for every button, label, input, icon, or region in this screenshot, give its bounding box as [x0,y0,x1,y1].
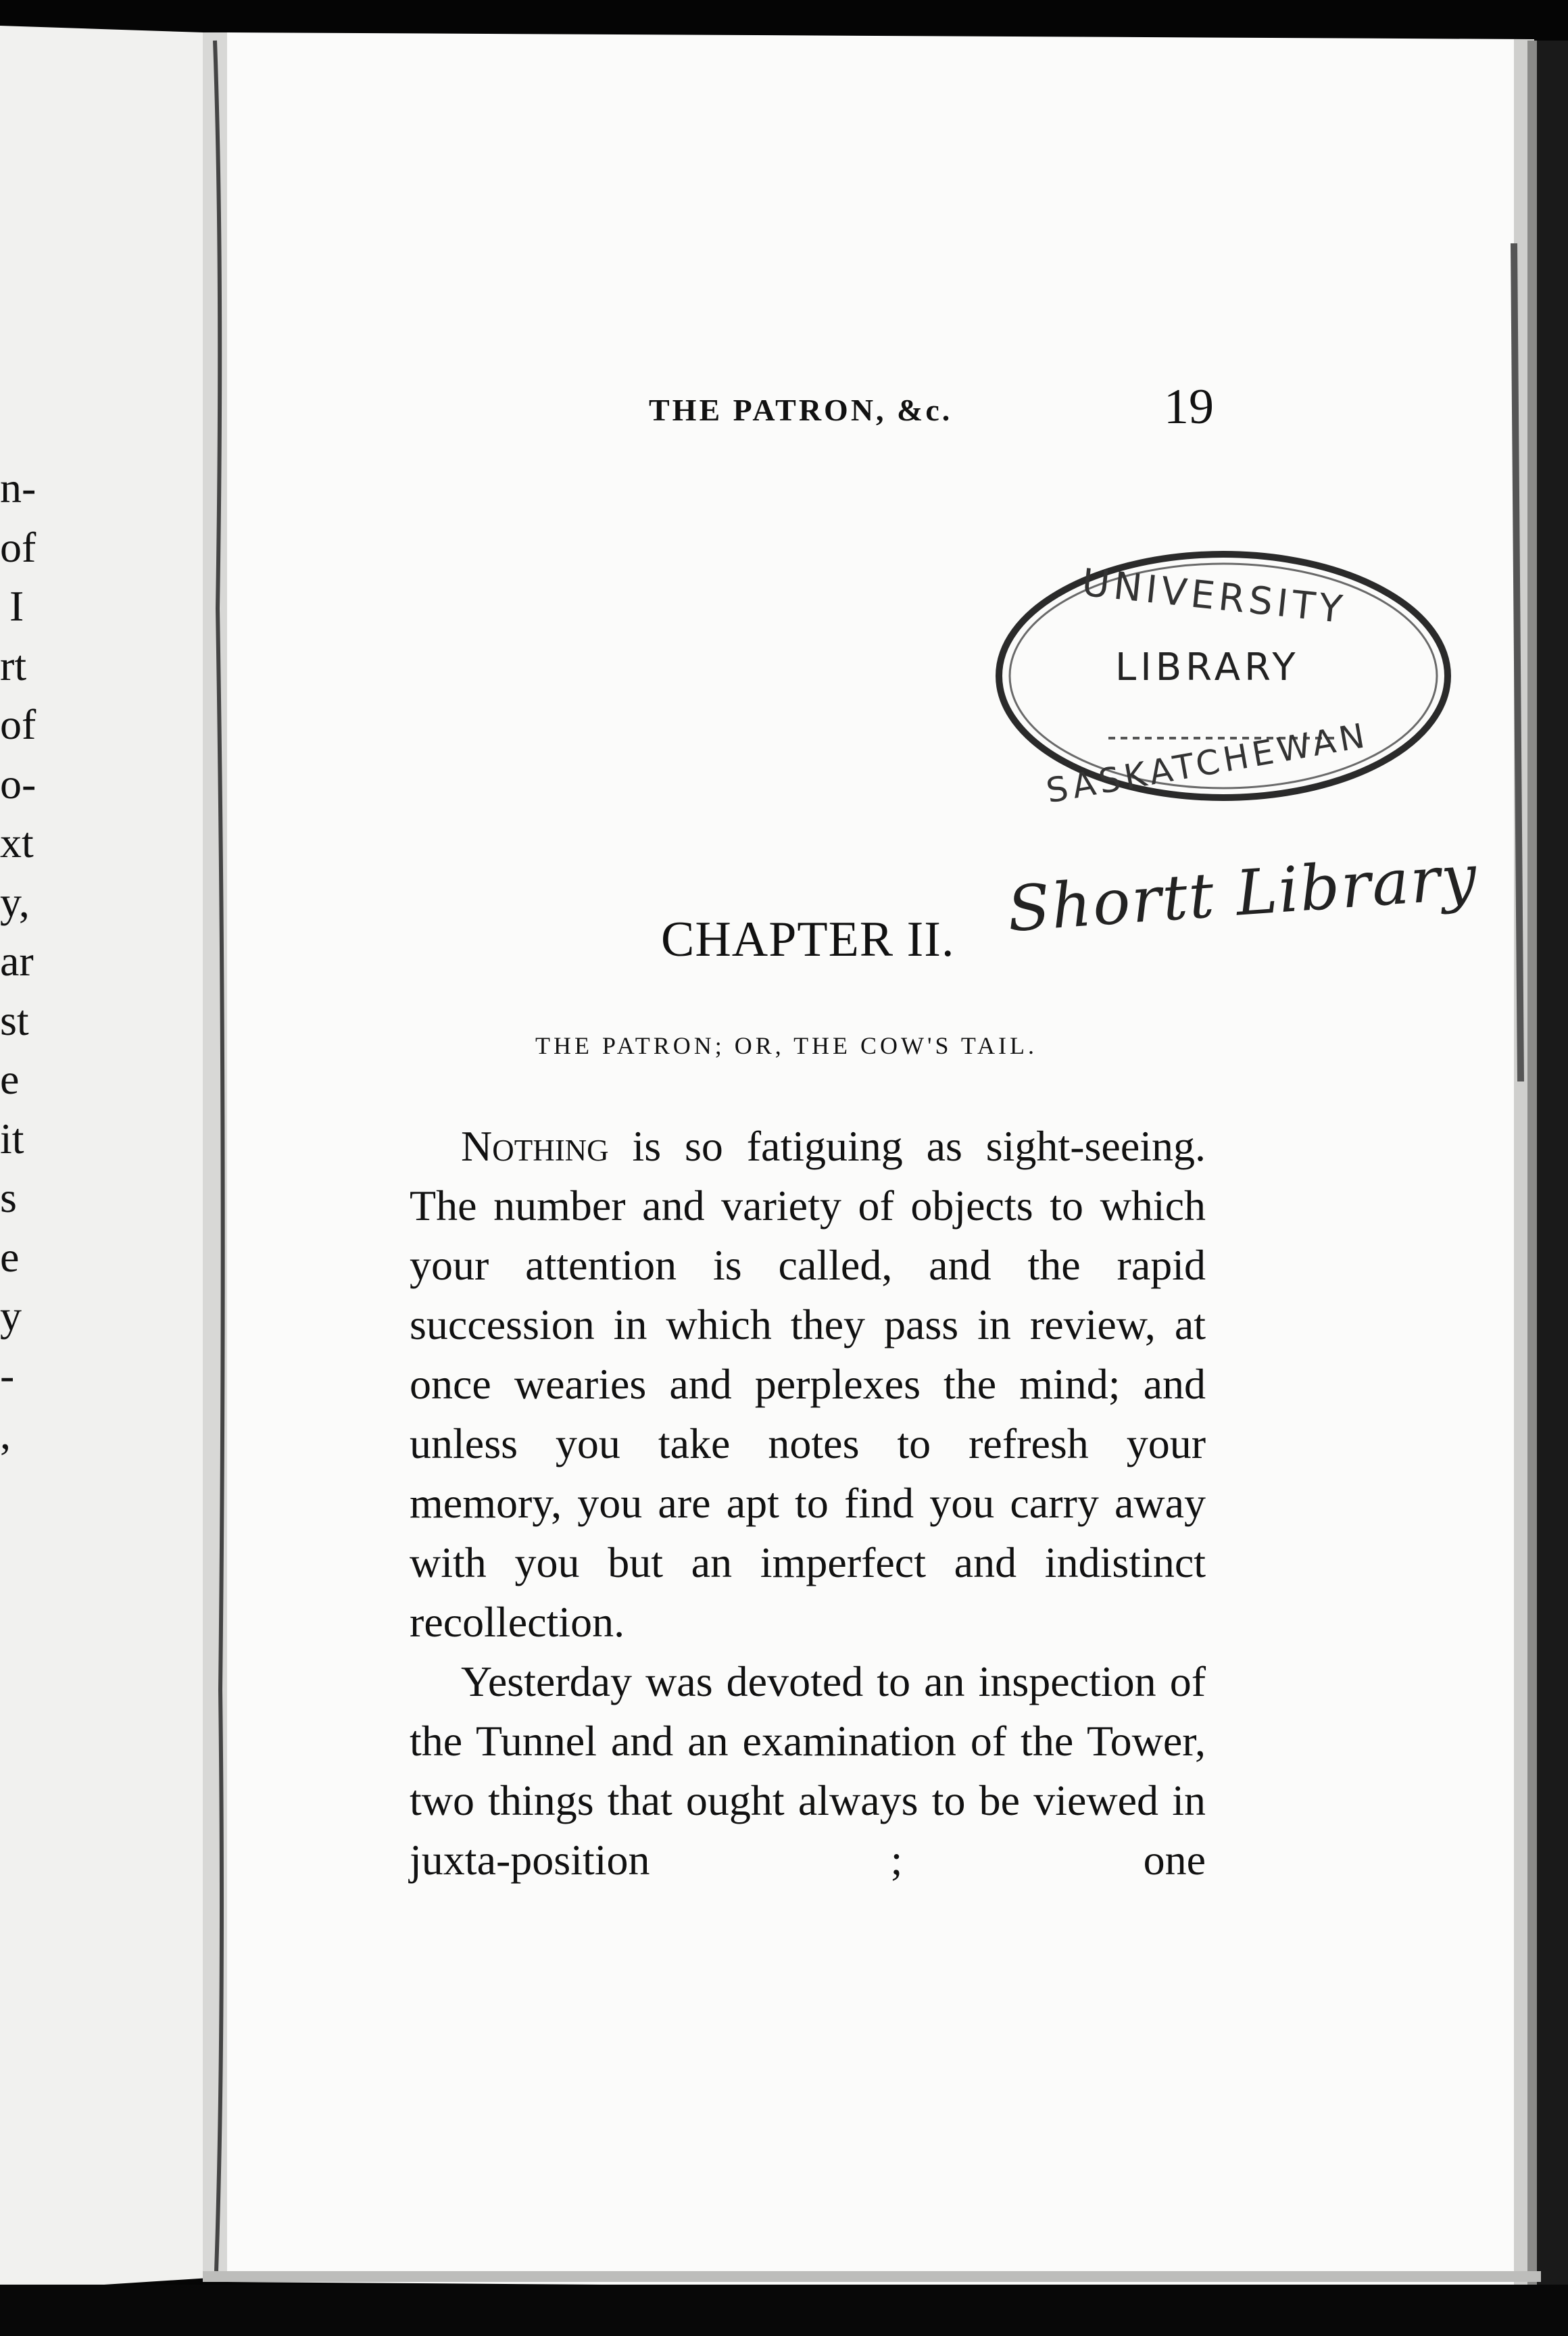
running-head-title: THE PATRON, &c. [649,393,953,427]
signature: Shortt Library [1005,840,1480,946]
paragraph [410,1117,1206,1652]
fragment-line: y, [0,877,30,926]
body-text [410,1117,1206,1890]
page-number: 19 [1164,379,1214,435]
fragment-line: n- [0,464,36,512]
fragment-line: - [0,1350,15,1399]
paragraph-text: is so fatiguing as sight-seeing. The number and variety of objects to which your attention is called, and the rapid succession in which they pass in review, at once wearies and perplexes the mind; and unless you take notes to refresh your memory, you are apt to find you carry away with you but an imperfect and indistinct recollection. [410,1122,1206,1646]
fragment-line: e [0,1232,20,1281]
fragment-line: it [0,1114,24,1163]
fragment-line: y [0,1292,22,1340]
fragment-line: st [0,996,29,1044]
facing-page-fragments [0,458,36,1464]
fragment-line: s [0,1173,17,1221]
fragment-line: rt [0,641,27,689]
fragment-line: of [0,700,36,748]
stamp-top-text: UNIVERSITY [1079,560,1348,633]
stamp-bottom-text: SASKATCHEWAN [1043,715,1372,811]
running-head [0,379,1568,439]
stamp-middle-text: LIBRARY [1115,646,1300,689]
fragment-line: ar [0,937,34,985]
fragment-line: e [0,1055,20,1103]
fragment-line: of [0,522,36,571]
paragraph [410,1652,1206,1890]
fragment-line: , [0,1410,11,1458]
paragraph-lead: Nothing [461,1122,609,1170]
fragment-line: xt [0,819,34,867]
fragment-line: I [9,582,24,630]
chapter-heading: CHAPTER II. [661,912,955,967]
chapter-subtitle: THE PATRON; OR, THE COW'S TAIL. [535,1032,1037,1059]
paragraph-text: Yesterday was devoted to an inspection of the Tunnel and an examination of the Tower, two things that ought always to be viewed in juxta-position ; one [410,1657,1206,1884]
fragment-line: o- [0,759,36,808]
